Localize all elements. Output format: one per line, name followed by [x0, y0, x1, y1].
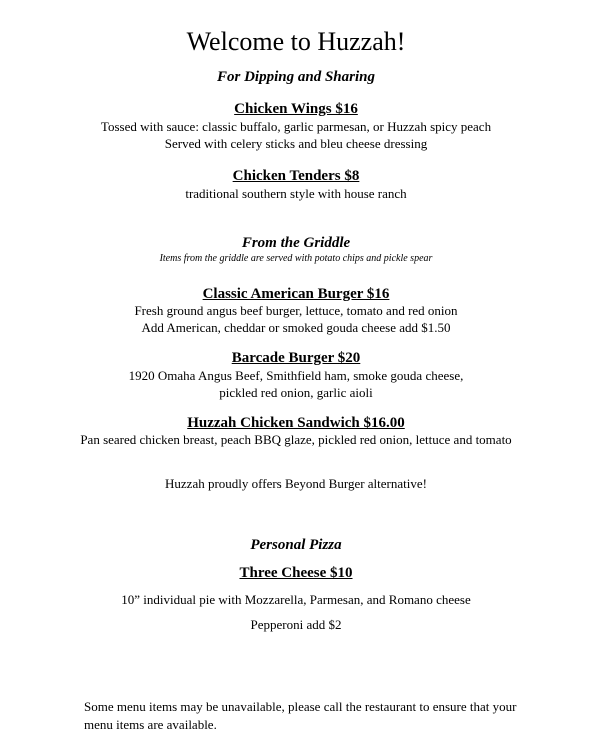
beyond-burger-note: Huzzah proudly offers Beyond Burger alternative! [165, 476, 427, 491]
menu-item-desc-barcade-burger: 1920 Omaha Angus Beef, Smithfield ham, smoke gouda cheese, [128, 368, 464, 383]
menu-item-desc-chicken-tenders: traditional southern style with house ranch [185, 186, 407, 201]
menu-item-desc-classic-burger: Fresh ground angus beef burger, lettuce, tomato and red onion [134, 303, 458, 318]
section-heading-pizza: Personal Pizza [250, 537, 342, 553]
menu-item-desc-chicken-wings: Tossed with sauce: classic buffalo, garlic parmesan, or Huzzah spicy peach [100, 119, 492, 134]
menu-item-desc-three-cheese: Pepperoni add $2 [250, 617, 342, 632]
menu-item-desc-barcade-burger: pickled red onion, garlic aioli [219, 385, 373, 400]
menu-item-name-chicken-sandwich: Huzzah Chicken Sandwich $16.00 [187, 415, 405, 431]
page-title: Welcome to Huzzah! [186, 27, 406, 56]
menu-item-desc-three-cheese: 10” individual pie with Mozzarella, Parmesan, and Romano cheese [121, 592, 471, 607]
menu-item-name-classic-burger: Classic American Burger $16 [202, 286, 390, 302]
section-heading-griddle: From the Griddle [241, 235, 351, 251]
menu-item-name-chicken-tenders: Chicken Tenders $8 [232, 168, 360, 184]
menu-item-name-chicken-wings: Chicken Wings $16 [234, 101, 358, 117]
menu-item-desc-chicken-sandwich: Pan seared chicken breast, peach BBQ glaze, pickled red onion, lettuce and tomato [80, 432, 512, 447]
availability-disclaimer: Some menu items may be unavailable, please call the restaurant to ensure that your menu items are available. [84, 699, 517, 732]
section-heading-dipping: For Dipping and Sharing [217, 69, 375, 85]
menu-item-name-three-cheese: Three Cheese $10 [239, 565, 353, 581]
menu-item-name-barcade-burger: Barcade Burger $20 [231, 350, 361, 366]
menu-item-desc-chicken-wings: Served with celery sticks and bleu cheese dressing [164, 136, 428, 151]
section-note-griddle: Items from the griddle are served with potato chips and pickle spear [159, 253, 433, 264]
menu-item-desc-classic-burger: Add American, cheddar or smoked gouda cheese add $1.50 [141, 320, 451, 335]
